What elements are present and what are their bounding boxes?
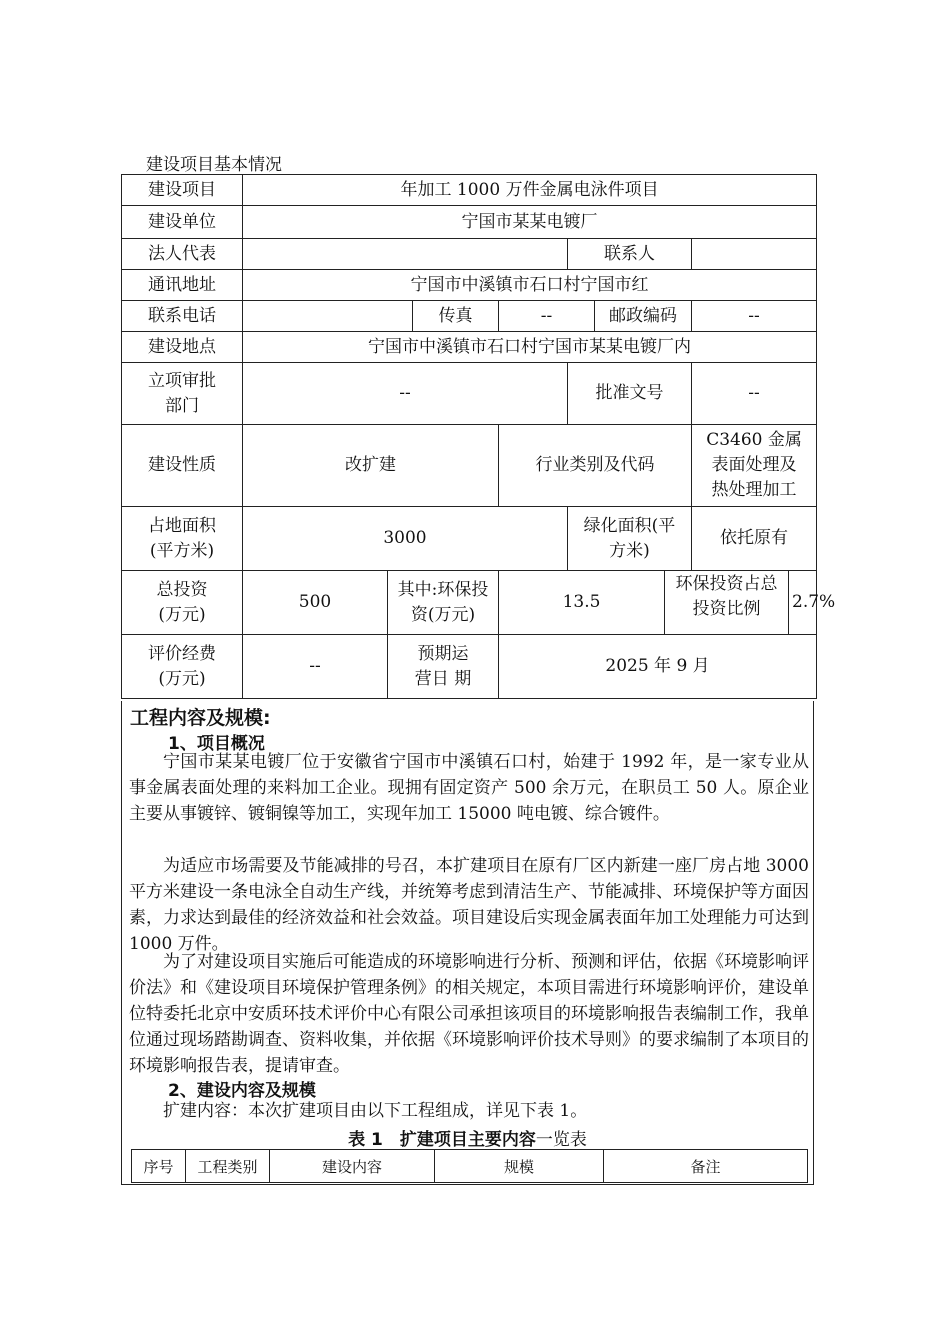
- env-invest-value: 13.5: [499, 571, 665, 635]
- table1-header-row: [132, 1150, 808, 1183]
- operation-label: 预期运营日 期: [388, 635, 499, 699]
- contact-value: [692, 239, 817, 270]
- paragraph-expansion: 为适应市场需要及节能减排的号召，本扩建项目在原有厂区内新建一座厂房占地 3000 平方米建设一条电泳全自动生产线，并统筹考虑到清洁生产、节能减排、环境保护等方面因素，力求达到最佳的经济效益和社会效益。项目建设后实现金属表面年加工处理能力可达到 1000 万件。: [129, 856, 809, 954]
- phone-label: 联系电话: [122, 301, 243, 332]
- env-invest-label: 其中:环保投资(万元): [388, 571, 499, 635]
- table1-header: 建设内容: [270, 1150, 435, 1183]
- table1-caption-bold: 表 1 扩建项目主要内容: [348, 1130, 536, 1150]
- unit-value: 宁国市某某电镀厂: [243, 206, 817, 239]
- project-label: 建设项目: [122, 175, 243, 206]
- subheading-scope: 2、建设内容及规模: [168, 1081, 316, 1101]
- approval-no-label: 批准文号: [568, 363, 692, 425]
- basic-info-table: [121, 174, 836, 699]
- industry-label: 行业类别及代码: [499, 425, 692, 507]
- page-heading: 建设项目基本情况: [146, 155, 282, 175]
- project-content-section: [121, 701, 814, 1185]
- address-value: 宁国市中溪镇市石口村宁国市红: [243, 270, 817, 301]
- paragraph-scope: 扩建内容：本次扩建项目由以下工程组成，详见下表 1。: [163, 1101, 588, 1121]
- paragraph-overview: 宁国市某某电镀厂位于安徽省宁国市中溪镇石口村，始建于 1992 年，是一家专业从事金属表面处理的来料加工企业。现拥有固定资产 500 余万元，在职员工 50 人。原企业主要从事镀锌、镀铜镍等加工，实现年加工 15000 吨电镀、综合镀件。: [129, 752, 809, 824]
- table1-header: 工程类别: [186, 1150, 270, 1183]
- area-label: 占地面积(平方米): [122, 507, 243, 571]
- contact-label: 联系人: [568, 239, 692, 270]
- fax-value: --: [499, 301, 595, 332]
- green-value: 依托原有: [692, 507, 817, 571]
- invest-label: 总投资(万元): [122, 571, 243, 635]
- invest-value: 500: [243, 571, 388, 635]
- table1-caption-rest: 一览表: [535, 1130, 587, 1150]
- project-value: 年加工 1000 万件金属电泳件项目: [243, 175, 817, 206]
- fee-label: 评价经费(万元): [122, 635, 243, 699]
- table1-header: 规模: [435, 1150, 604, 1183]
- fee-value: --: [243, 635, 388, 699]
- env-ratio-label: [665, 571, 789, 635]
- area-value: 3000: [243, 507, 568, 571]
- table1-header: 备注: [604, 1150, 808, 1183]
- legal-rep-label: 法人代表: [122, 239, 243, 270]
- nature-value: 改扩建: [243, 425, 499, 507]
- approval-dept-value: --: [243, 363, 568, 425]
- table1-caption: [122, 1125, 813, 1150]
- industry-value: C3460 金属表面处理及热处理加工: [692, 425, 817, 507]
- postcode-label: 邮政编码: [595, 301, 692, 332]
- approval-no-value: --: [692, 363, 817, 425]
- green-label: 绿化面积(平方米): [568, 507, 692, 571]
- postcode-value: --: [692, 301, 817, 332]
- env-ratio-value: 2.7%: [789, 571, 817, 635]
- section-title: 工程内容及规模:: [130, 707, 271, 729]
- table1: [131, 1149, 808, 1183]
- unit-label: 建设单位: [122, 206, 243, 239]
- operation-value: 2025 年 9 月: [499, 635, 817, 699]
- fax-label: 传真: [413, 301, 499, 332]
- subheading-overview: 1、项目概况: [168, 734, 265, 754]
- location-value: 宁国市中溪镇市石口村宁国市某某电镀厂内: [243, 332, 817, 363]
- nature-label: 建设性质: [122, 425, 243, 507]
- paragraph-assessment: 为了对建设项目实施后可能造成的环境影响进行分析、预测和评估，依据《环境影响评价法》和《建设项目环境保护管理条例》的相关规定，本项目需进行环境影响评价，建设单位特委托北京中安质环技术评价中心有限公司承担该项目的环境影响报告表编制工作，我单位通过现场踏勘调查、资料收集，并依据《环境影响评价技术导则》的要求编制了本项目的环境影响报告表，提请审查。: [129, 952, 809, 1076]
- phone-value: [243, 301, 413, 332]
- table1-header: 序号: [132, 1150, 186, 1183]
- location-label: 建设地点: [122, 332, 243, 363]
- approval-dept-label: 立项审批部门: [122, 363, 243, 425]
- address-label: 通讯地址: [122, 270, 243, 301]
- env-ratio-label-text: 环保投资占总投资比例: [675, 574, 778, 619]
- legal-rep-value: [243, 239, 568, 270]
